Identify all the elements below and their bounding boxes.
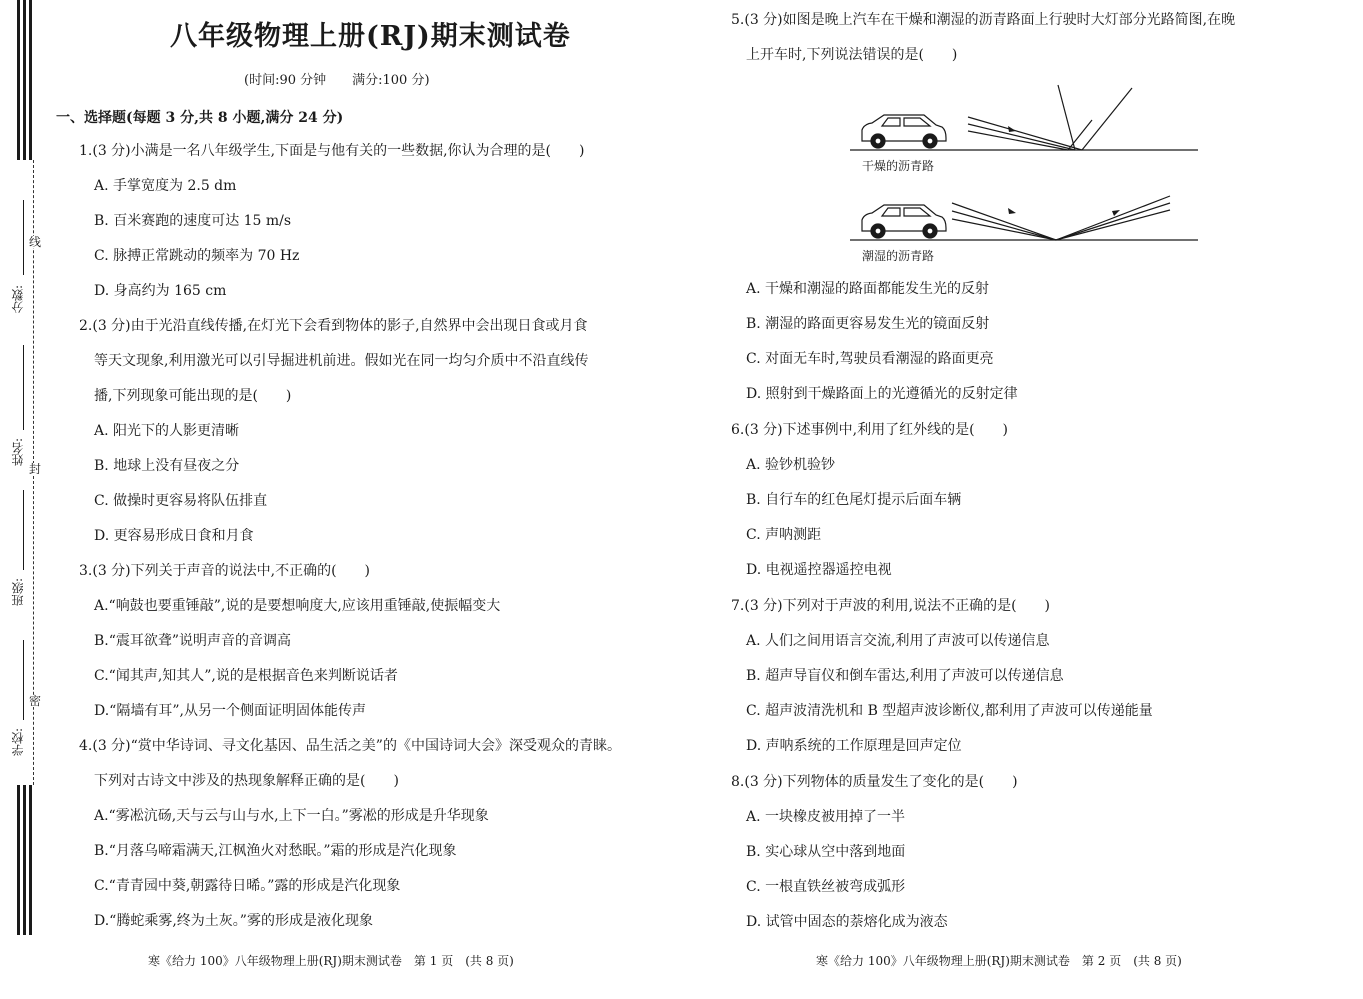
binding-bar-bottom-3 xyxy=(29,785,32,935)
option-a[interactable]: A. 一块橡皮被用掉了一半 xyxy=(746,809,906,825)
option-a[interactable]: A.“雾凇沆砀,天与云与山与水,上下一白。”雾凇的形成是升华现象 xyxy=(94,808,489,824)
class-field-line xyxy=(23,490,24,570)
question-stem-cont: 上开车时,下列说法错误的是( ) xyxy=(746,47,958,63)
exam-title: 八年级物理上册(RJ)期末测试卷 xyxy=(170,21,571,52)
question-stem-cont: 播,下列现象可能出现的是( ) xyxy=(94,388,292,404)
option-d[interactable]: D.“隔墙有耳”,从另一个侧面证明固体能传声 xyxy=(94,703,366,719)
question-stem: 8.(3 分)下列物体的质量发生了变化的是( ) xyxy=(731,774,1018,790)
option-c[interactable]: C.“青青园中葵,朝露待日晞。”露的形成是汽化现象 xyxy=(94,878,401,894)
exam-subtitle: (时间:90 分钟 满分:100 分) xyxy=(244,73,430,88)
option-c[interactable]: C. 超声波清洗机和 B 型超声波诊断仪,都利用了声波可以传递能量 xyxy=(746,703,1153,719)
page-footer-left: 寒《给力 100》八年级物理上册(RJ)期末测试卷 第 1 页 (共 8 页) xyxy=(148,954,514,968)
option-d[interactable]: D.“腾蛇乘雾,终为土灰。”雾的形成是液化现象 xyxy=(94,913,373,929)
car-icon xyxy=(862,115,946,148)
option-c[interactable]: C. 脉搏正常跳动的频率为 70 Hz xyxy=(94,248,300,264)
option-d[interactable]: D. 身高约为 165 cm xyxy=(94,283,227,299)
option-b[interactable]: B. 自行车的红色尾灯提示后面车辆 xyxy=(746,492,962,508)
question-stem: 6.(3 分)下述事例中,利用了红外线的是( ) xyxy=(731,422,1009,438)
school-field-label: 学校: xyxy=(11,728,25,757)
option-d[interactable]: D. 试管中固态的萘熔化成为液态 xyxy=(746,914,948,930)
option-d[interactable]: D. 电视遥控器遥控电视 xyxy=(746,562,892,578)
question-stem: 4.(3 分)“赏中华诗词、寻文化基因、品生活之美”的《中国诗词大会》深受观众的青睐。 xyxy=(79,738,621,754)
option-d[interactable]: D. 更容易形成日食和月食 xyxy=(94,528,254,544)
option-c[interactable]: C. 声呐测距 xyxy=(746,527,822,543)
section-heading: 一、选择题(每题 3 分,共 8 小题,满分 24 分) xyxy=(56,110,344,126)
question-stem: 1.(3 分)小满是一名八年级学生,下面是与他有关的一些数据,你认为合理的是( ) xyxy=(79,143,585,159)
caption-wet-road: 潮湿的沥青路 xyxy=(862,249,935,263)
option-c[interactable]: C.“闻其声,知其人”,说的是根据音色来判断说话者 xyxy=(94,668,398,684)
option-b[interactable]: B. 实心球从空中落到地面 xyxy=(746,844,906,860)
option-a[interactable]: A. 手掌宽度为 2.5 dm xyxy=(94,178,237,194)
headlight-reflection-figure xyxy=(850,80,1200,270)
car-icon xyxy=(862,205,946,238)
question-stem-cont: 下列对古诗文中涉及的热现象解释正确的是( ) xyxy=(94,773,399,789)
class-field-label: 班级: xyxy=(11,578,25,607)
question-stem: 5.(3 分)如图是晚上汽车在干燥和潮湿的沥青路面上行驶时大灯部分光路简图,在晚 xyxy=(731,12,1236,28)
option-c[interactable]: C. 做操时更容易将队伍排直 xyxy=(94,493,268,509)
binding-bar-bottom xyxy=(17,785,20,935)
option-a[interactable]: A.“响鼓也要重锤敲”,说的是要想响度大,应该用重锤敲,使振幅变大 xyxy=(94,598,501,614)
option-a[interactable]: A. 阳光下的人影更清晰 xyxy=(94,423,240,439)
school-field-line xyxy=(23,640,24,720)
binding-bar-top-3 xyxy=(29,0,32,160)
score-field-line xyxy=(23,200,24,275)
option-d[interactable]: D. 照射到干燥路面上的光遵循光的反射定律 xyxy=(746,386,1018,402)
binding-bar-top-2 xyxy=(23,0,26,160)
option-a[interactable]: A. 干燥和潮湿的路面都能发生光的反射 xyxy=(746,281,990,297)
option-b[interactable]: B.“月落乌啼霜满天,江枫渔火对愁眠。”霜的形成是汽化现象 xyxy=(94,843,457,859)
option-b[interactable]: B. 超声导盲仪和倒车雷达,利用了声波可以传递信息 xyxy=(746,668,1064,684)
option-b[interactable]: B. 百米赛跑的速度可达 15 m/s xyxy=(94,213,292,229)
score-field-label: 分数: xyxy=(11,285,25,314)
question-stem: 7.(3 分)下列对于声波的利用,说法不正确的是( ) xyxy=(731,598,1051,614)
option-c[interactable]: C. 一根直铁丝被弯成弧形 xyxy=(746,879,906,895)
option-a[interactable]: A. 验钞机验钞 xyxy=(746,457,836,473)
seal-mark-secret: 密 xyxy=(29,694,42,708)
option-b[interactable]: B.“震耳欲聋”说明声音的音调高 xyxy=(94,633,292,649)
seal-mark-line: 线 xyxy=(29,235,42,249)
question-stem-cont: 等天文现象,利用激光可以引导掘进机前进。假如光在同一均匀介质中不沿直线传 xyxy=(94,353,589,369)
binding-bar-bottom-2 xyxy=(23,785,26,935)
question-stem: 3.(3 分)下列关于声音的说法中,不正确的( ) xyxy=(79,563,371,579)
option-a[interactable]: A. 人们之间用语言交流,利用了声波可以传递信息 xyxy=(746,633,1050,649)
option-c[interactable]: C. 对面无车时,驾驶员看潮湿的路面更亮 xyxy=(746,351,994,367)
option-b[interactable]: B. 地球上没有昼夜之分 xyxy=(94,458,240,474)
question-stem: 2.(3 分)由于光沿直线传播,在灯光下会看到物体的影子,自然界中会出现日食或月食 xyxy=(79,318,588,334)
page-footer-right: 寒《给力 100》八年级物理上册(RJ)期末测试卷 第 2 页 (共 8 页) xyxy=(816,954,1182,968)
caption-dry-road: 干燥的沥青路 xyxy=(862,159,935,173)
name-field-label: 姓名: xyxy=(11,438,25,467)
binding-bar-top xyxy=(17,0,20,160)
seal-mark-seal: 封 xyxy=(29,462,42,476)
name-field-line xyxy=(23,345,24,430)
option-d[interactable]: D. 声呐系统的工作原理是回声定位 xyxy=(746,738,962,754)
option-b[interactable]: B. 潮湿的路面更容易发生光的镜面反射 xyxy=(746,316,990,332)
